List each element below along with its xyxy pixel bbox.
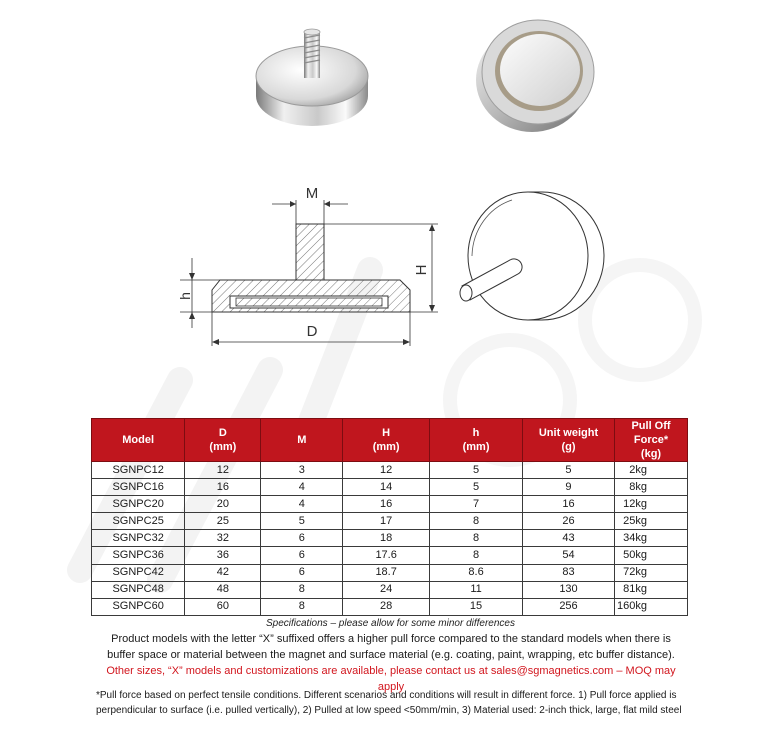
table-row (92, 598, 688, 615)
technical-drawing (160, 178, 620, 353)
footnote-line-2: perpendicular to surface (i.e. pulled vertically), 2) Pulled at low speed <50mm/min, 3) Material used: 2-inch thick, large, flat mild steel (96, 705, 682, 716)
cell-h-lower: 8 (430, 547, 523, 564)
footnote (96, 688, 686, 718)
cell-h-lower: 8.6 (430, 564, 523, 581)
cell-model: SGNPC48 (92, 581, 185, 598)
cell-h-lower: 15 (430, 598, 523, 615)
table-row (92, 530, 688, 547)
cell-h-lower: 5 (430, 462, 523, 479)
cell-h-upper: 24 (343, 581, 430, 598)
cell-d: 36 (185, 547, 261, 564)
cell-h-upper: 14 (343, 479, 430, 496)
cell-pull-off-force: 25kg (615, 513, 688, 530)
cell-pull-off-force: 34kg (615, 530, 688, 547)
cell-model: SGNPC60 (92, 598, 185, 615)
cell-d: 32 (185, 530, 261, 547)
cell-unit-weight: 26 (522, 513, 614, 530)
product-note (96, 631, 686, 695)
table-caption: Specifications – please allow for some minor differences (265, 618, 515, 629)
cell-h-lower: 5 (430, 479, 523, 496)
cell-m: 6 (261, 530, 343, 547)
label-d: D (306, 323, 318, 340)
cell-pull-off-force: 81kg (615, 581, 688, 598)
product-note-line-1: Product models with the letter “X” suffixed offers a higher pull force compared to the standard models when there is (111, 633, 671, 645)
cell-h-upper: 28 (343, 598, 430, 615)
table-row (92, 462, 688, 479)
table-header-row (92, 419, 688, 462)
cell-model: SGNPC16 (92, 479, 185, 496)
cell-h-lower: 7 (430, 496, 523, 513)
header-m: M (261, 419, 343, 462)
cell-unit-weight: 130 (522, 581, 614, 598)
cell-model: SGNPC20 (92, 496, 185, 513)
product-photo-face (470, 12, 600, 137)
header-unit-weight: Unit weight (g) (522, 419, 614, 462)
header-h-lower: h (mm) (430, 419, 523, 462)
header-model: Model (92, 419, 185, 462)
cell-pull-off-force: 2kg (615, 462, 688, 479)
cell-m: 4 (261, 479, 343, 496)
section-view (177, 185, 438, 346)
cell-model: SGNPC12 (92, 462, 185, 479)
cell-h-lower: 8 (430, 530, 523, 547)
cell-m: 4 (261, 496, 343, 513)
cell-d: 25 (185, 513, 261, 530)
cell-h-upper: 17 (343, 513, 430, 530)
cell-m: 8 (261, 598, 343, 615)
cell-unit-weight: 83 (522, 564, 614, 581)
cell-model: SGNPC25 (92, 513, 185, 530)
cell-m: 5 (261, 513, 343, 530)
cell-d: 42 (185, 564, 261, 581)
cell-unit-weight: 9 (522, 479, 614, 496)
cell-h-upper: 12 (343, 462, 430, 479)
cell-h-upper: 18 (343, 530, 430, 547)
cell-model: SGNPC32 (92, 530, 185, 547)
table-row (92, 496, 688, 513)
table-row (92, 581, 688, 598)
cell-model: SGNPC36 (92, 547, 185, 564)
cell-pull-off-force: 8kg (615, 479, 688, 496)
table-row (92, 479, 688, 496)
cell-h-upper: 17.6 (343, 547, 430, 564)
cell-h-upper: 16 (343, 496, 430, 513)
contact-notice: Other sizes, “X” models and customizations are available, please contact us at sales@sgmagnetics.com – MOQ may apply (106, 665, 676, 693)
cell-d: 60 (185, 598, 261, 615)
footnote-line-1: *Pull force based on perfect tensile conditions. Different scenarios and conditions will result in different force. 1) Pull force applied is (96, 690, 677, 701)
cell-unit-weight: 256 (522, 598, 614, 615)
table-row (92, 564, 688, 581)
header-h-upper: H (mm) (343, 419, 430, 462)
header-d: D (mm) (185, 419, 261, 462)
label-h-upper: H (413, 264, 430, 276)
cell-h-upper: 18.7 (343, 564, 430, 581)
label-m: M (305, 185, 319, 202)
cell-unit-weight: 16 (522, 496, 614, 513)
cell-m: 8 (261, 581, 343, 598)
cell-pull-off-force: 12kg (615, 496, 688, 513)
iso-view (460, 192, 604, 320)
cell-d: 12 (185, 462, 261, 479)
cell-d: 16 (185, 479, 261, 496)
spec-table (91, 418, 688, 616)
cell-unit-weight: 43 (522, 530, 614, 547)
cell-unit-weight: 5 (522, 462, 614, 479)
cell-d: 20 (185, 496, 261, 513)
cell-d: 48 (185, 581, 261, 598)
cell-pull-off-force: 160kg (615, 598, 688, 615)
cell-pull-off-force: 72kg (615, 564, 688, 581)
header-pull-off-force: Pull Off Force* (kg) (615, 419, 688, 462)
cell-h-lower: 8 (430, 513, 523, 530)
cell-h-lower: 11 (430, 581, 523, 598)
cell-unit-weight: 54 (522, 547, 614, 564)
product-photo-side (250, 18, 375, 130)
cell-m: 3 (261, 462, 343, 479)
cell-model: SGNPC42 (92, 564, 185, 581)
table-row (92, 513, 688, 530)
cell-m: 6 (261, 547, 343, 564)
product-note-line-2: buffer space or material between the magnet and surface material (e.g. coating, paint, wrapping, etc buffer distance). (107, 649, 675, 661)
label-h-lower: h (177, 292, 193, 300)
cell-m: 6 (261, 564, 343, 581)
cell-pull-off-force: 50kg (615, 547, 688, 564)
table-row (92, 547, 688, 564)
